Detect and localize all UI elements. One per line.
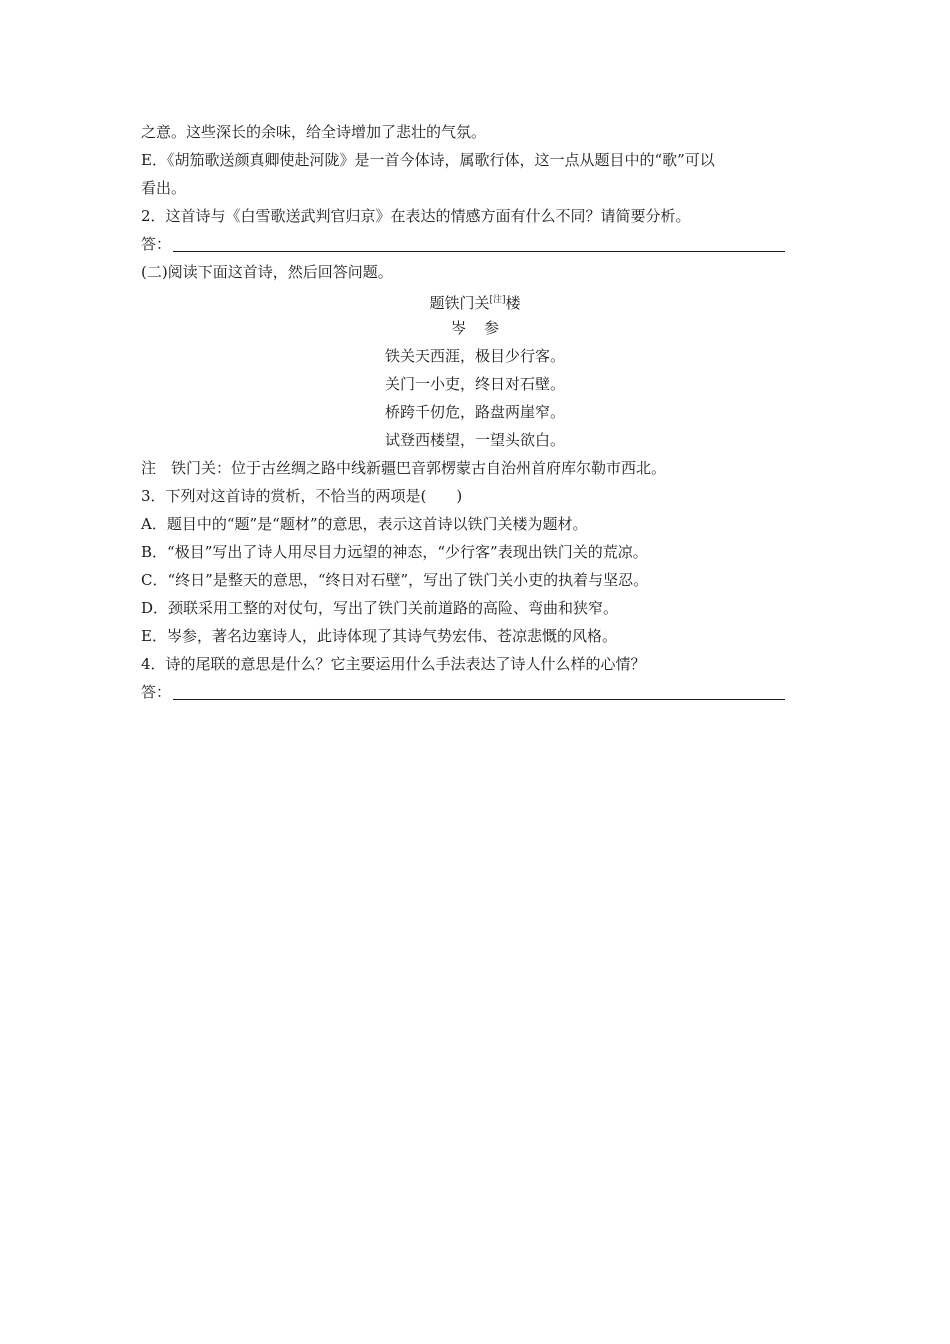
- poem-title: [141, 286, 809, 314]
- answer-blank-line[interactable]: [173, 231, 785, 252]
- question-4: 4．诗的尾联的意思是什么？它主要运用什么手法表达了诗人什么样的心情？: [141, 655, 646, 673]
- poem-line: 桥跨千仞危，路盘两崖窄。: [384, 403, 565, 421]
- option-a: A．题目中的“题”是“题材”的意思，表示这首诗以铁门关楼为题材。: [141, 515, 588, 533]
- poem-line: 铁关天西涯，极目少行客。: [384, 347, 565, 365]
- option-e-line-2: 看出。: [141, 179, 187, 197]
- option-c: C．“终日”是整天的意思，“终日对石壁”，写出了铁门关小吏的执着与坚忍。: [141, 571, 649, 589]
- document-content: [141, 118, 809, 706]
- poem-line: 试登西楼望，一望头欲白。: [384, 431, 565, 449]
- answer-label: 答：: [141, 235, 172, 253]
- poem-footnote: 注 铁门关：位于古丝绸之路中线新疆巴音郭楞蒙古自治州首府库尔勒市西北。: [141, 459, 667, 477]
- question-2: 2．这首诗与《白雪歌送武判官归京》在表达的情感方面有什么不同？请简要分析。: [141, 207, 691, 225]
- poem-title-note-marker: [注]: [489, 295, 506, 305]
- answer-row-q2: [141, 230, 809, 258]
- paragraph-continuation: 之意。这些深长的余味，给全诗增加了悲壮的气氛。: [141, 123, 487, 141]
- author-first-char: 岑: [450, 319, 466, 337]
- option-d: D．颈联采用工整的对仗句，写出了铁门关前道路的高险、弯曲和狭窄。: [141, 599, 619, 617]
- option-b: B．“极目”写出了诗人用尽目力远望的神态，“少行客”表现出铁门关的荒凉。: [141, 543, 648, 561]
- poem-author: [141, 314, 809, 342]
- section-heading: (二)阅读下面这首诗，然后回答问题。: [141, 263, 393, 281]
- author-last-char: 参: [484, 319, 500, 337]
- question-3: 3．下列对这首诗的赏析，不恰当的两项是( ): [141, 487, 463, 505]
- answer-label: 答：: [141, 683, 172, 701]
- option-e: E．岑参，著名边塞诗人，此诗体现了其诗气势宏伟、苍凉悲慨的风格。: [141, 627, 617, 645]
- poem-title-end: 楼: [505, 294, 521, 312]
- poem-line: 关门一小吏，终日对石壁。: [384, 375, 565, 393]
- answer-blank-line[interactable]: [173, 679, 785, 700]
- answer-row-q4: [141, 678, 809, 706]
- poem-title-main: 题铁门关: [429, 294, 490, 312]
- option-e-line-1: E．《胡笳歌送颜真卿使赴河陇》是一首今体诗，属歌行体，这一点从题目中的“歌”可以: [141, 151, 715, 169]
